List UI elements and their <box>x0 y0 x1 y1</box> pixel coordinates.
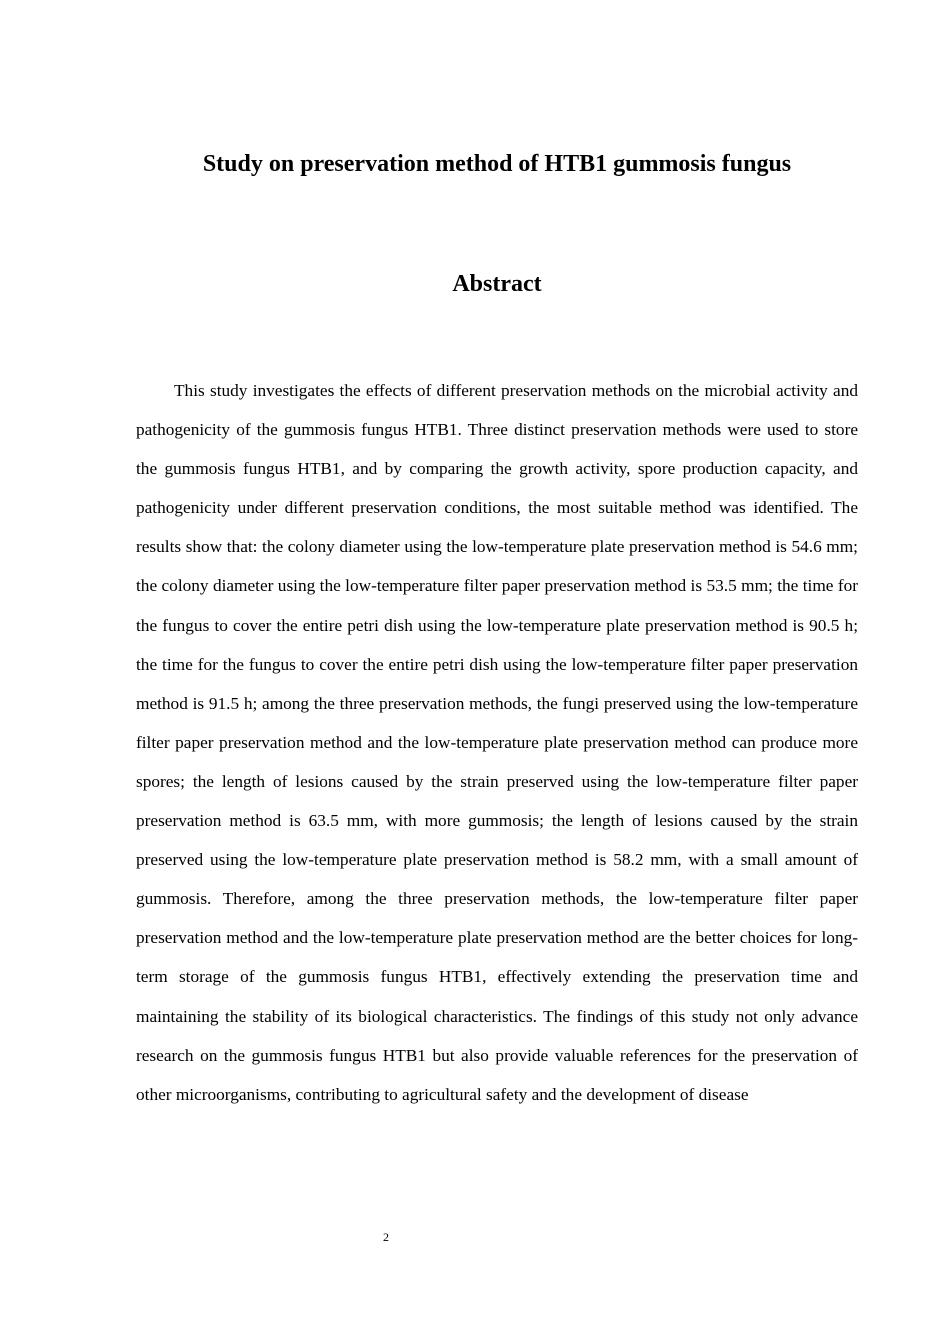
page-number: 2 <box>383 1230 389 1244</box>
document-title: Study on preservation method of HTB1 gummosis fungus <box>202 151 792 177</box>
abstract-heading: Abstract <box>452 271 542 297</box>
abstract-paragraph: This study investigates the effects of different preservation methods on the microbial activity and pathogenicity of the gummosis fungus HTB1. Three distinct preservation methods were used to store the gummosis fungus HTB1, and by comparing the growth activity, spore production capacity, and pathogenicity under different preservation conditions, the most suitable method was identified. The results show that: the colony diameter using the low-temperature plate preservation method is 54.6 mm; the colony diameter using the low-temperature filter paper preservation method is 53.5 mm; the time for the fungus to cover the entire petri dish using the low-temperature plate preservation method is 90.5 h; the time for the fungus to cover the entire petri dish using the low-temperature filter paper preservation method is 91.5 h; among the three preservation methods, the fungi preserved using the low-temperature filter paper preservation method and the low-temperature plate preservation method can produce more spores; the length of lesions caused by the strain preserved using the low-temperature filter paper preservation method is 63.5 mm, with more gummosis; the length of lesions caused by the strain preserved using the low-temperature plate preservation method is 58.2 mm, with a small amount of gummosis. Therefore, among the three preservation methods, the low-temperature filter paper preservation method and the low-temperature plate preservation method are the better choices for long-term storage of the gummosis fungus HTB1, effectively extending the preservation time and maintaining the stability of its biological characteristics. The findings of this study not only advance research on the gummosis fungus HTB1 but also provide valuable references for the preservation of other microorganisms, contributing to agricultural safety and the development of disease <box>136 381 858 1104</box>
